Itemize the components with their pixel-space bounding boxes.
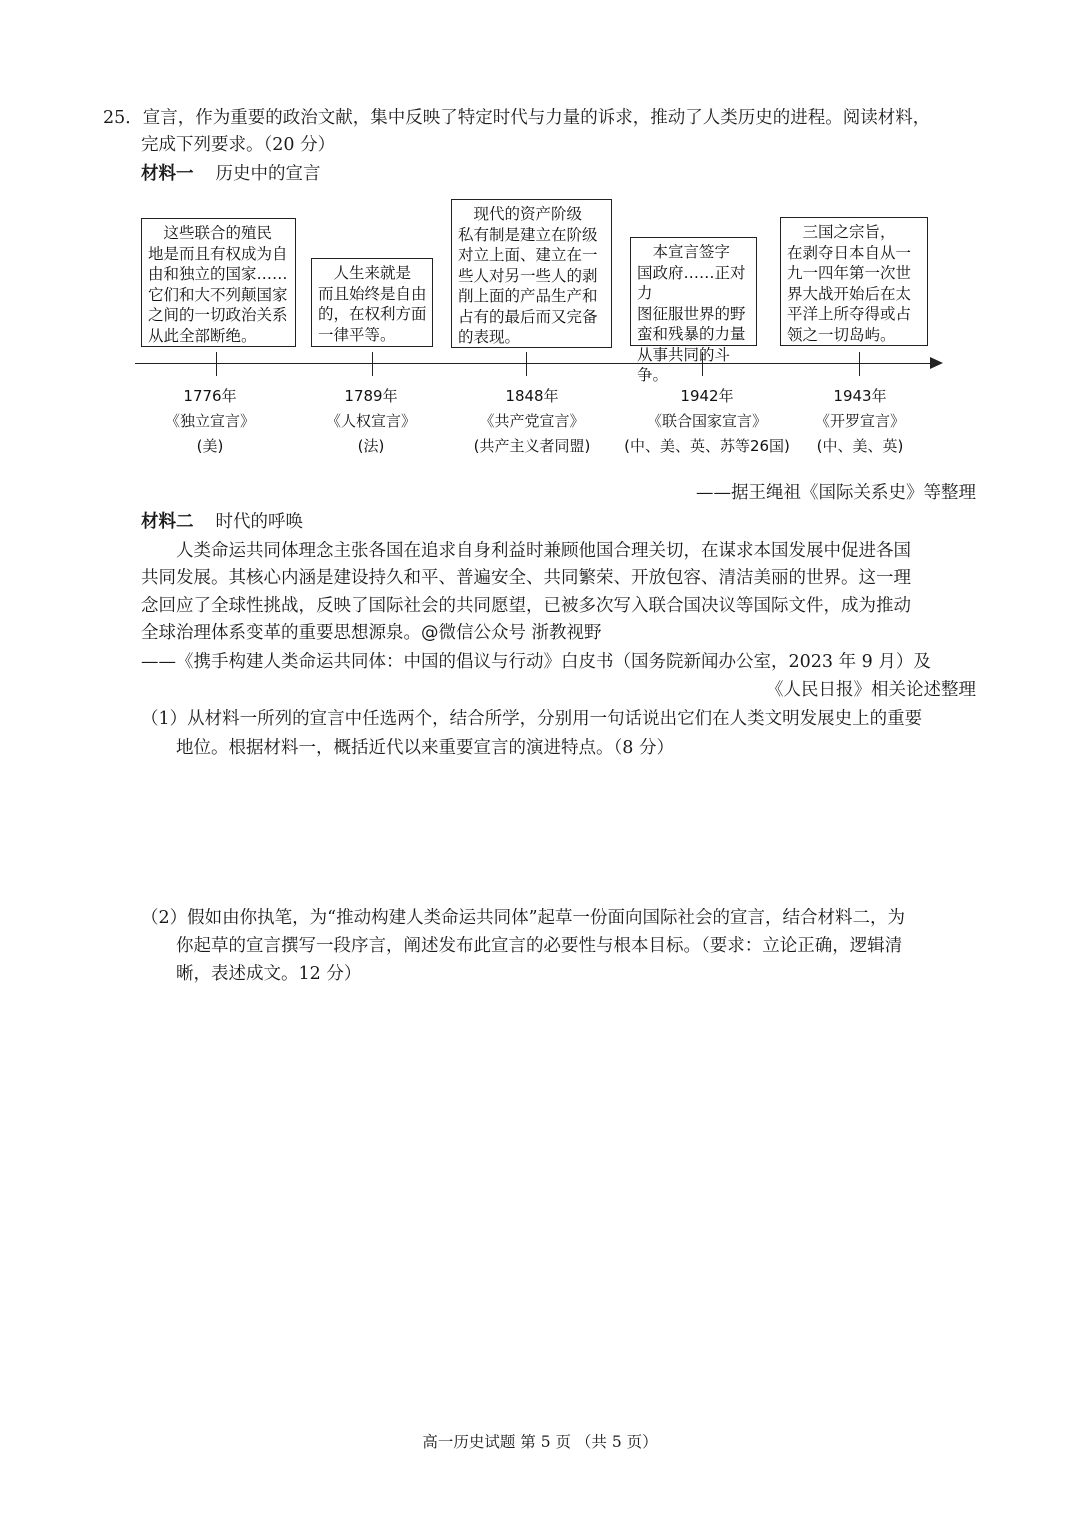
event-name: 《联合国家宣言》	[646, 412, 767, 430]
question-stem-line1: 25．宣言，作为重要的政治文献，集中反映了特定时代与力量的诉求，推动了人类历史的进程。阅读材料，	[103, 108, 931, 128]
material1-subtitle: 历史中的宣言	[215, 164, 321, 184]
q2-line1: （2）假如由你执笔，为“推动构建人类命运共同体”起草一份面向国际社会的宣言，结合材料二，为	[141, 908, 906, 928]
material2-paragraph-line: 念回应了全球性挑战，反映了国际社会的共同愿望，已被多次写入联合国决议等国际文件，成为推动	[141, 596, 911, 616]
event-party: (美)	[196, 437, 224, 455]
event-party: (共产主义者同盟)	[473, 437, 591, 455]
material1-heading	[141, 162, 321, 186]
material2-heading	[141, 510, 303, 534]
material2-label: 材料二	[141, 512, 194, 532]
event-name: 《人权宣言》	[325, 412, 416, 430]
event-year: 1789年	[344, 387, 398, 405]
material2-source-line2: 《人民日报》相关论述整理	[766, 680, 976, 700]
q1-line2: 地位。根据材料一，概括近代以来重要宣言的演进特点。（8 分）	[176, 738, 674, 758]
event-name: 《共产党宣言》	[479, 412, 585, 430]
material2-paragraph-line: 共同发展。其核心内涵是建设持久和平、普遍安全、共同繁荣、开放包容、清洁美丽的世界。这一理	[141, 568, 911, 588]
event-year: 1943年	[833, 387, 887, 405]
timeline-axis	[135, 363, 933, 364]
watermark-text: @微信公众号 浙教视野	[421, 623, 602, 643]
page-footer: 高一历史试题 第 5 页 （共 5 页）	[422, 1433, 658, 1451]
material2-last-sentence: 全球治理体系变革的重要思想源泉。	[141, 623, 421, 643]
event-name: 《独立宣言》	[164, 412, 255, 430]
timeline-tick	[859, 352, 860, 376]
timeline-event-1943	[760, 384, 960, 459]
quote-box-communist: 现代的资产阶级 私有制是建立在阶级 对立上面、建立在一 些人对另一些人的剥 削上面的产品生产和 占有的最后而又完备 的表现。	[451, 199, 612, 348]
material2-paragraph-line	[141, 621, 602, 645]
event-year: 1942年	[680, 387, 734, 405]
event-year: 1776年	[183, 387, 237, 405]
q2-line3: 晰，表述成文。12 分）	[176, 964, 362, 984]
timeline-arrow-icon	[930, 357, 943, 369]
material2-paragraph-line: 人类命运共同体理念主张各国在追求自身利益时兼顾他国合理关切，在谋求本国发展中促进各国	[176, 541, 911, 561]
q2-line2: 你起草的宣言撰写一段序言，阐述发布此宣言的必要性与根本目标。（要求：立论正确，逻辑清	[176, 936, 903, 956]
timeline-tick	[526, 352, 527, 376]
event-year: 1848年	[505, 387, 559, 405]
quote-box-united-nations: 本宣言签字 国政府……正对力 图征服世界的野 蛮和残暴的力量 从事共同的斗争。	[630, 237, 757, 346]
timeline-tick	[372, 352, 373, 376]
timeline-tick	[702, 352, 703, 376]
event-party: (法)	[357, 437, 385, 455]
question-stem-line2: 完成下列要求。（20 分）	[141, 135, 336, 155]
timeline-event-1848	[432, 384, 632, 459]
material2-source-line1: ——《携手构建人类命运共同体：中国的倡议与行动》白皮书（国务院新闻办公室，2023 年 9 月）及	[141, 652, 931, 672]
event-party: (中、美、英、苏等26国)	[624, 437, 790, 455]
material1-label: 材料一	[141, 164, 194, 184]
quote-box-independence: 这些联合的殖民 地是而且有权成为自 由和独立的国家…… 它们和大不列颠国家 之间的一切政治关系 从此全部断绝。	[141, 218, 296, 347]
q1-line1: （1）从材料一所列的宣言中任选两个，结合所学，分别用一句话说出它们在人类文明发展史上的重要	[141, 709, 923, 729]
event-party: (中、美、英)	[816, 437, 904, 455]
quote-box-rights: 人生来就是 而且始终是自由 的，在权利方面 一律平等。	[311, 258, 433, 347]
quote-box-cairo: 三国之宗旨， 在剥夺日本自从一 九一四年第一次世 界大战开始后在太 平洋上所夺得或占 领之一切岛屿。	[780, 217, 928, 346]
event-name: 《开罗宣言》	[814, 412, 905, 430]
timeline-tick	[216, 352, 217, 376]
material1-source: ——据王绳祖《国际关系史》等整理	[696, 483, 976, 503]
material2-subtitle: 时代的呼唤	[215, 512, 303, 532]
